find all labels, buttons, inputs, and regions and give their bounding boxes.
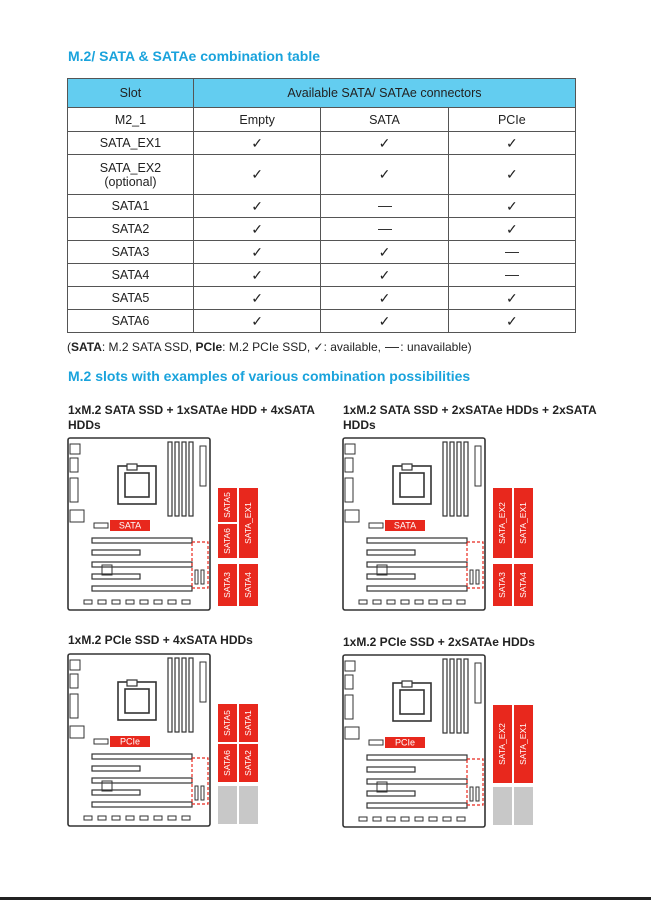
sata-port-label: SATA3	[496, 572, 507, 598]
available-check-icon	[193, 310, 320, 333]
diagram-1-title	[68, 403, 315, 433]
unavailable-dash-cell	[448, 241, 575, 264]
slot-name-cell: SATA3	[68, 241, 194, 264]
check-mark-icon: ✓	[251, 312, 263, 329]
available-check-icon	[448, 287, 575, 310]
diagram-2-title-line2: HDDs	[343, 418, 376, 432]
unavailable-dash-icon	[378, 206, 392, 207]
motherboard-diagram-3	[64, 650, 276, 830]
pcie-slot	[92, 538, 192, 543]
available-check-icon	[448, 310, 575, 333]
motherboard-diagram-4	[339, 651, 551, 831]
available-check-icon	[448, 195, 575, 218]
cpu-lever	[402, 464, 412, 470]
unavailable-dash-icon	[378, 229, 392, 230]
legend-pcie-text: : M.2 PCIe SSD,	[222, 340, 314, 354]
dimm-slot	[464, 442, 468, 516]
dimm-slot	[182, 442, 186, 516]
sata-port-label: SATA_EX1	[242, 502, 253, 544]
available-check-icon	[321, 132, 448, 155]
sata-port-label: SATA4	[517, 572, 528, 598]
empty-sata-port-block	[514, 787, 533, 825]
m2-slot-label: PCIe	[394, 737, 416, 748]
unavailable-dash-icon	[505, 252, 519, 253]
check-mark-icon: ✓	[505, 289, 518, 306]
m2-slot-label: PCIe	[119, 736, 141, 747]
sata-port-label: SATA6	[221, 750, 232, 776]
sata-port-label: SATA_EX2	[496, 723, 507, 765]
sata-port-label: SATA6	[221, 528, 232, 554]
sata-port-label: SATA_EX2	[496, 502, 507, 544]
table-row	[68, 218, 576, 241]
page-bottom-rule	[0, 897, 651, 900]
sata-port-label: SATA1	[242, 710, 253, 736]
pcie-slot	[92, 574, 140, 579]
unavailable-dash-icon	[385, 347, 399, 348]
sata-port-label: SATA2	[242, 750, 253, 776]
table-row	[68, 195, 576, 218]
combination-table	[67, 78, 576, 333]
check-mark-icon: ✓	[251, 134, 263, 151]
check-mark-icon: ✓	[251, 220, 263, 237]
empty-sata-port-block	[493, 787, 512, 825]
dimm-slot	[464, 659, 468, 733]
motherboard-diagram-2	[339, 434, 551, 614]
available-check-icon	[321, 155, 448, 195]
check-mark-icon: ✓	[505, 312, 518, 329]
legend-sata-text: : M.2 SATA SSD,	[101, 340, 196, 354]
available-check-icon	[448, 218, 575, 241]
dimm-slot	[457, 442, 461, 516]
pcie-slot	[92, 802, 192, 807]
check-mark-icon: ✓	[378, 289, 391, 306]
check-mark-icon: ✓	[505, 197, 518, 214]
diagram-3-title-line1: 1xM.2 PCIe SSD + 4xSATA HDDs	[68, 633, 253, 647]
sata-port-label: SATA5	[221, 710, 232, 736]
available-check-icon	[193, 287, 320, 310]
cpu-lever	[402, 681, 412, 687]
legend-open: (	[67, 340, 71, 354]
check-mark-icon: ✓	[251, 243, 263, 260]
pcie-slot	[367, 550, 415, 555]
dimm-slot	[189, 658, 193, 732]
cpu-lever	[127, 680, 137, 686]
pcie-slot	[92, 550, 140, 555]
table-row	[68, 241, 576, 264]
slot-name-cell: SATA1	[68, 195, 194, 218]
m2-slot-label: SATA	[393, 520, 417, 531]
check-mark-icon: ✓	[251, 266, 263, 283]
available-check-icon	[193, 155, 320, 195]
check-mark-icon: ✓	[378, 266, 391, 283]
available-check-icon	[321, 241, 448, 264]
diagram-4-title-line1: 1xM.2 PCIe SSD + 2xSATAe HDDs	[343, 635, 535, 649]
dimm-slot	[168, 658, 172, 732]
m2-slot-label: SATA	[118, 520, 142, 531]
section-title-examples: M.2 slots with examples of various combination possibilities	[68, 368, 471, 384]
pcie-slot	[367, 767, 415, 772]
header-available-connectors: Available SATA/ SATAe connectors	[193, 79, 575, 108]
dimm-slot	[457, 659, 461, 733]
available-check-icon	[321, 310, 448, 333]
sata-port-label: SATA4	[242, 572, 253, 598]
check-mark-icon: ✓	[378, 243, 391, 260]
table-legend	[67, 340, 472, 354]
section-title-combination-table: M.2/ SATA & SATAe combination table	[68, 48, 321, 64]
dimm-slot	[189, 442, 193, 516]
table-row	[68, 264, 576, 287]
sata-port-label: SATA_EX1	[517, 723, 528, 765]
available-check-icon	[193, 218, 320, 241]
pcie-slot	[367, 586, 467, 591]
unavailable-dash-cell	[321, 218, 448, 241]
table-row	[68, 132, 576, 155]
check-mark-icon: ✓	[378, 166, 391, 182]
check-mark-icon: ✓	[505, 134, 518, 151]
dimm-slot	[175, 442, 179, 516]
pcie-slot	[367, 803, 467, 808]
m2-option-pcie: PCIe	[448, 108, 575, 132]
table-row	[68, 155, 576, 195]
available-check-icon	[193, 264, 320, 287]
table-row	[68, 287, 576, 310]
legend-unavailable-text: : unavailable)	[400, 340, 472, 354]
empty-sata-port-block	[218, 786, 237, 824]
diagram-2-title-line1: 1xM.2 SATA SSD + 2xSATAe HDDs + 2xSATA	[343, 403, 597, 417]
check-mark-icon: ✓	[378, 312, 391, 329]
slot-name-cell: SATA2	[68, 218, 194, 241]
available-check-icon	[448, 132, 575, 155]
available-check-icon	[193, 241, 320, 264]
sata-port-label: SATA_EX1	[517, 502, 528, 544]
legend-pcie: PCIe	[195, 340, 223, 354]
available-check-icon	[321, 287, 448, 310]
pcie-slot	[367, 574, 415, 579]
dimm-slot	[182, 658, 186, 732]
diagram-1-title-line1: 1xM.2 SATA SSD + 1xSATAe HDD + 4xSATA	[68, 403, 315, 417]
slot-name-line1: SATA_EX2	[99, 160, 162, 175]
slot-name-cell: SATA6	[68, 310, 194, 333]
slot-name-cell: SATA_EX1	[68, 132, 194, 155]
available-check-icon	[448, 155, 575, 195]
header-slot: Slot	[68, 79, 194, 108]
check-mark-icon: ✓	[251, 166, 263, 182]
m2-option-empty: Empty	[193, 108, 320, 132]
legend-sata: SATA	[71, 340, 102, 354]
sata-port-label: SATA3	[221, 572, 232, 598]
check-mark-icon: ✓	[378, 134, 391, 151]
pcie-slot	[92, 790, 140, 795]
available-check-icon	[193, 132, 320, 155]
slot-name-cell	[68, 155, 194, 195]
unavailable-dash-icon	[505, 275, 519, 276]
m2-label-cell: M2_1	[68, 108, 194, 132]
slot-name-cell: SATA5	[68, 287, 194, 310]
dimm-slot	[450, 442, 454, 516]
check-mark-icon: ✓	[251, 289, 263, 306]
pcie-slot	[367, 791, 415, 796]
check-mark-icon: ✓	[251, 197, 263, 214]
dimm-slot	[443, 659, 447, 733]
dimm-slot	[168, 442, 172, 516]
available-check-icon	[321, 264, 448, 287]
dimm-slot	[175, 658, 179, 732]
m2-option-sata: SATA	[321, 108, 448, 132]
slot-name-cell: SATA4	[68, 264, 194, 287]
table-row	[68, 310, 576, 333]
check-mark-icon: ✓	[505, 166, 518, 182]
motherboard-diagram-1	[64, 434, 276, 614]
dimm-slot	[450, 659, 454, 733]
cpu-lever	[127, 464, 137, 470]
empty-sata-port-block	[239, 786, 258, 824]
dimm-slot	[443, 442, 447, 516]
pcie-slot	[92, 754, 192, 759]
pcie-slot	[92, 586, 192, 591]
pcie-slot	[92, 766, 140, 771]
pcie-slot	[367, 755, 467, 760]
diagram-2-title	[343, 403, 597, 433]
check-mark-icon: ✓	[505, 220, 518, 237]
diagram-4-title	[343, 635, 535, 650]
unavailable-dash-cell	[321, 195, 448, 218]
pcie-slot	[367, 538, 467, 543]
diagram-1-title-line2: HDDs	[68, 418, 101, 432]
legend-available-text: ✓: available,	[313, 340, 385, 354]
slot-name-line2: (optional)	[104, 174, 157, 189]
diagram-3-title	[68, 633, 253, 648]
unavailable-dash-cell	[448, 264, 575, 287]
available-check-icon	[193, 195, 320, 218]
sata-port-label: SATA5	[221, 492, 232, 518]
